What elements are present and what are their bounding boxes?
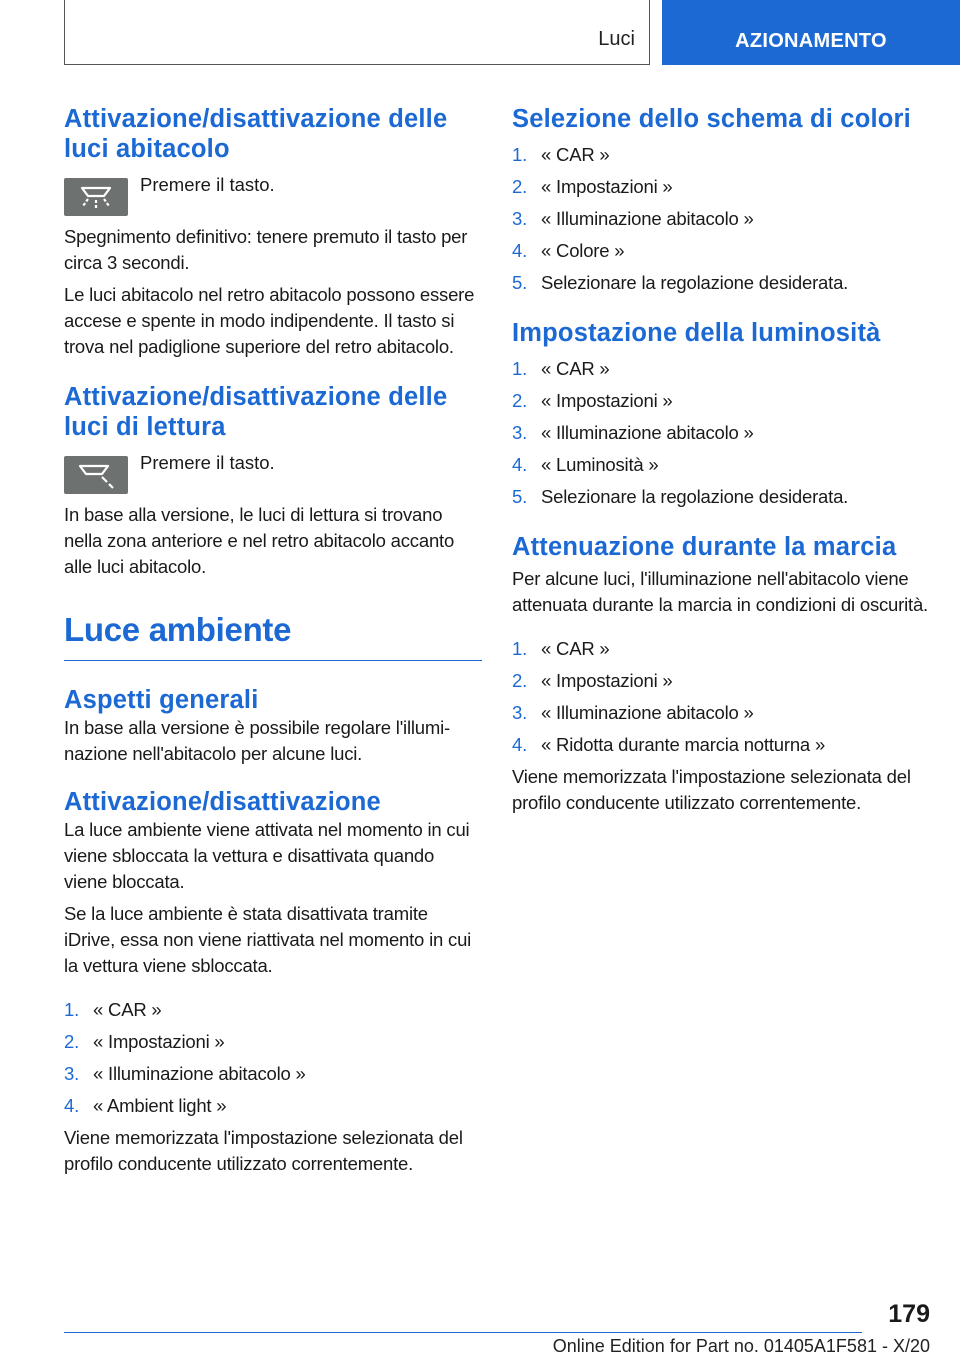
interior-light-icon-text: Premere il tasto. xyxy=(140,174,275,195)
paragraph: Spegnimento definitivo: tenere premuto il tasto per circa 3 secondi. xyxy=(64,226,468,273)
chapter-title-rule xyxy=(64,660,482,661)
list-item: 1. « CAR » xyxy=(512,144,610,165)
section-title-reading-lights: Attivazione/disattivazione delle luci di lettura xyxy=(64,383,448,441)
section-title-dimming: Attenuazione durante la marcia xyxy=(512,533,897,561)
list-item: 4. « Luminosità » xyxy=(512,454,659,475)
section-title-color-scheme: Selezione dello schema di colori xyxy=(512,105,911,133)
page-number: 179 xyxy=(888,1300,930,1328)
section-title-brightness: Impostazione della luminosità xyxy=(512,319,881,347)
header-chapter-tab xyxy=(662,0,960,65)
right-column xyxy=(512,104,932,816)
section-title-general: Aspetti generali xyxy=(64,686,259,714)
reading-light-icon-text: Premere il tasto. xyxy=(140,452,275,473)
section-title-interior-lights: Attivazione/disattivazione delle luci abitacolo xyxy=(64,105,448,163)
paragraph: La luce ambiente viene attivata nel momento in cui viene sbloccata la vettura e disattivata quando viene bloccata. xyxy=(64,819,470,892)
steps-list xyxy=(512,356,932,510)
left-column xyxy=(64,104,482,1177)
paragraph: Se la luce ambiente è stata disattivata tramite iDrive, essa non viene riattivata nel momento in cui la vettura viene sbloccata. xyxy=(64,903,472,976)
header-chapter-label: AZIONAMENTO xyxy=(735,30,887,52)
footer-rule xyxy=(64,1332,862,1333)
list-item: 2. « Impostazioni » xyxy=(64,1031,225,1052)
list-item: 4. « Colore » xyxy=(512,240,625,261)
paragraph: Viene memorizzata l'impostazione selezionata del profilo conducente utilizzato correntemente. xyxy=(64,1127,463,1174)
interior-light-instruction xyxy=(64,172,482,214)
steps-list xyxy=(512,142,932,296)
list-item: 5. Selezionare la regolazione desiderata. xyxy=(512,272,849,293)
paragraph: Viene memorizzata l'impostazione selezionata del profilo conducente utilizzato correntemente. xyxy=(512,766,911,813)
paragraph: In base alla versione, le luci di lettura si trovano nella zona anteriore e nel retro abitacolo accanto alle luci abitacolo. xyxy=(64,504,455,577)
list-item: 1. « CAR » xyxy=(512,638,610,659)
paragraph: In base alla versione è possibile regolare l'illuminazione nell'abitacolo per alcune luci. xyxy=(64,717,451,764)
list-item: 1. « CAR » xyxy=(512,358,610,379)
list-item: 4. « Ridotta durante marcia notturna » xyxy=(512,734,826,755)
list-item: 5. Selezionare la regolazione desiderata. xyxy=(512,486,849,507)
paragraph: Per alcune luci, l'illuminazione nell'abitacolo viene attenuata durante la marcia in condizioni di oscurità. xyxy=(512,568,928,615)
list-item: 4. « Ambient light » xyxy=(64,1095,227,1116)
header-section-box xyxy=(64,0,650,65)
section-title-activation: Attivazione/disattivazione xyxy=(64,788,381,816)
header-section-title: Luci xyxy=(598,28,635,50)
reading-light-instruction xyxy=(64,450,482,492)
interior-light-icon xyxy=(64,178,128,216)
footer-edition: Online Edition for Part no. 01405A1F581 - X/20 xyxy=(552,1336,930,1356)
list-item: 3. « Illuminazione abitacolo » xyxy=(512,702,754,723)
list-item: 3. « Illuminazione abitacolo » xyxy=(512,422,754,443)
reading-light-icon xyxy=(64,456,128,494)
chapter-title-ambient-light: Luce ambiente xyxy=(64,611,292,648)
steps-list xyxy=(512,636,932,758)
list-item: 1. « CAR » xyxy=(64,999,162,1020)
list-item: 3. « Illuminazione abitacolo » xyxy=(512,208,754,229)
steps-list xyxy=(64,997,482,1119)
list-item: 2. « Impostazioni » xyxy=(512,390,673,411)
paragraph: Le luci abitacolo nel retro abitacolo possono essere accese e spente in modo indipendente. Il tasto si trova nel padiglione superiore del retro abitacolo. xyxy=(64,284,475,357)
list-item: 3. « Illuminazione abitacolo » xyxy=(64,1063,306,1084)
list-item: 2. « Impostazioni » xyxy=(512,670,673,691)
list-item: 2. « Impostazioni » xyxy=(512,176,673,197)
